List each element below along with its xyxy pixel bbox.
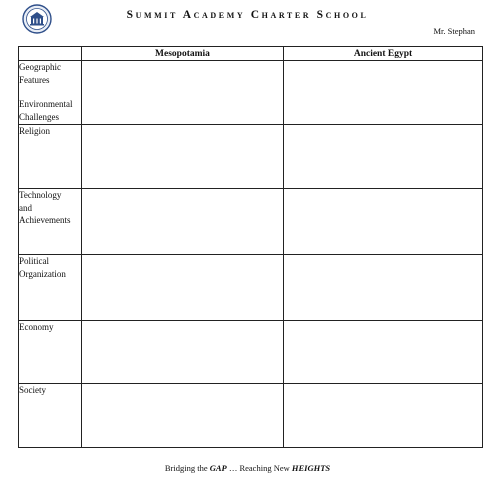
header-row [19, 47, 483, 61]
answer-cell-ancient-egypt[interactable] [284, 125, 483, 189]
table-row [19, 321, 483, 384]
row-label-line: Political [19, 256, 49, 266]
row-label-geography [19, 61, 82, 125]
row-label-line: Features [19, 74, 50, 85]
answer-cell-mesopotamia[interactable] [82, 321, 284, 384]
table-row [19, 125, 483, 189]
row-label-line: Challenges [19, 111, 59, 122]
motto-heights: HEIGHTS [291, 463, 331, 473]
answer-cell-ancient-egypt[interactable] [284, 189, 483, 255]
motto-gap: GAP [209, 463, 227, 473]
answer-cell-mesopotamia[interactable] [82, 61, 284, 125]
row-label-line: Religion [19, 126, 50, 136]
row-label-economy [19, 321, 82, 384]
table-row [19, 384, 483, 448]
answer-cell-ancient-egypt[interactable] [284, 321, 483, 384]
row-label-line: Environmental [19, 99, 73, 109]
footer-motto [0, 463, 495, 473]
row-label-line: Organization [19, 268, 66, 279]
answer-cell-mesopotamia[interactable] [82, 125, 284, 189]
table-row [19, 255, 483, 321]
row-label-line: Achievements [19, 215, 71, 225]
row-label-line: Geographic [19, 62, 61, 72]
column-header-mesopotamia: Mesopotamia [82, 47, 284, 61]
teacher-name: Mr. Stephan [433, 26, 475, 36]
school-name: Summit Academy Charter School [126, 9, 369, 21]
row-label-political [19, 255, 82, 321]
motto-part-1: Bridging the [164, 463, 210, 473]
motto-part-2: … Reaching New [226, 463, 292, 473]
row-label-line: Technology [19, 190, 62, 200]
row-label-line: Society [19, 385, 46, 395]
comparison-table [18, 46, 483, 448]
answer-cell-mesopotamia[interactable] [82, 384, 284, 448]
column-header-ancient-egypt: Ancient Egypt [284, 47, 483, 61]
row-label-line: Economy [19, 322, 54, 332]
table-row [19, 189, 483, 255]
corner-cell [19, 47, 82, 61]
row-label-society [19, 384, 82, 448]
answer-cell-ancient-egypt[interactable] [284, 61, 483, 125]
answer-cell-mesopotamia[interactable] [82, 189, 284, 255]
answer-cell-ancient-egypt[interactable] [284, 255, 483, 321]
answer-cell-mesopotamia[interactable] [82, 255, 284, 321]
table-row [19, 61, 483, 125]
row-label-religion [19, 125, 82, 189]
answer-cell-ancient-egypt[interactable] [284, 384, 483, 448]
row-label-technology [19, 189, 82, 255]
row-label-line: and [19, 202, 32, 213]
